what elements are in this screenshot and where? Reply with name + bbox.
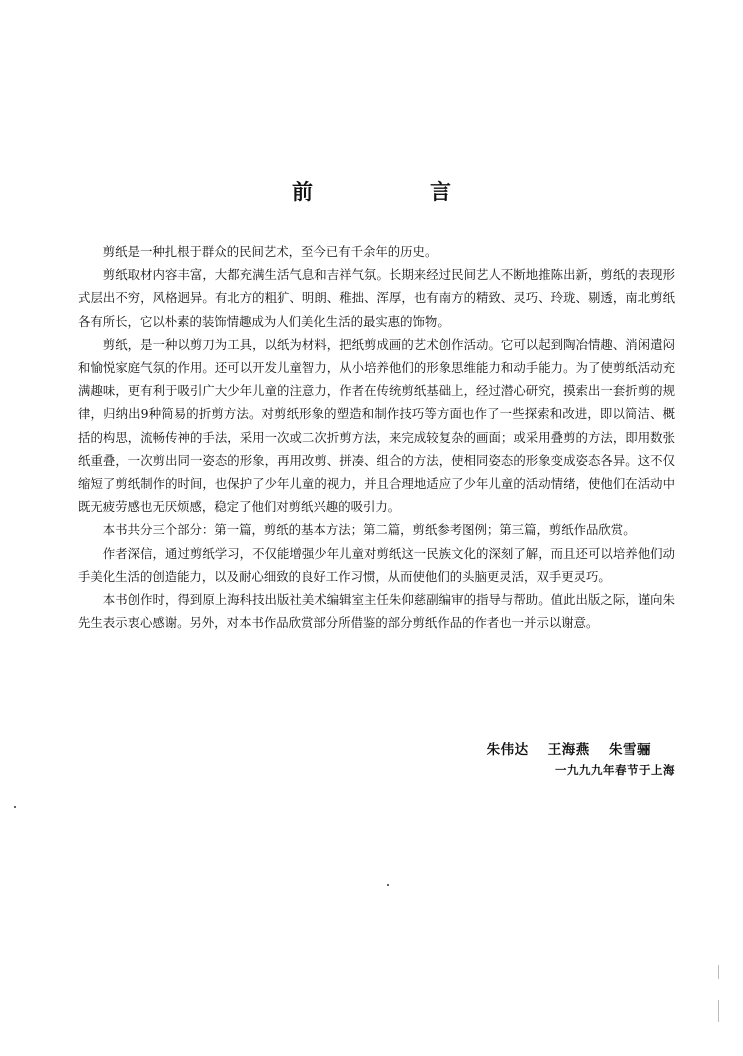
scan-speck <box>387 884 389 886</box>
author-signature <box>473 738 651 758</box>
paragraph-2: 剪纸取材内容丰富，大都充满生活气息和吉祥气氛。长期来经过民间艺人不断地推陈出新，剪纸的表现形式层出不穷，风格迥异。有北方的粗犷、明朗、稚拙、浑厚，也有南方的精致、灵巧、玲珑、剔透，南北剪纸各有所长，它以朴素的装饰情趣成为人们美化生活的最实惠的饰物。 <box>78 267 675 329</box>
paragraph-3: 剪纸，是一种以剪刀为工具，以纸为材料，把纸剪成画的艺术创作活动。它可以起到陶冶情趣、消闲遣闷和愉悦家庭气氛的作用。还可以开发儿童智力，从小培养他们的形象思维能力和动手能力。为了使剪纸活动充满趣味，更有利于吸引广大少年儿童的注意力，作者在传统剪纸基础上，经过潜心研究，摸索出一套折剪的规律，归纳出9种简易的折剪方法。对剪纸形象的塑造和制作技巧等方面也作了一些探索和改进，即以简洁、概括的构思，流畅传神的手法，采用一次或二次折剪方法，来完成较复杂的画面；或采用叠剪的方法，即用数张纸重叠，一次剪出同一姿态的形象，再用改剪、拼凑、组合的方法，使相同姿态的形象变成姿态各异。这不仅缩短了剪纸制作的时间，也保护了少年儿童的视力，并且合理地适应了少年儿童的活动情绪，使他们在活动中既无疲劳感也无厌烦感，稳定了他们对剪纸兴趣的吸引力。 <box>78 336 675 515</box>
author-name: 朱伟达 <box>486 742 529 758</box>
paragraph-6: 本书创作时，得到原上海科技出版社美术编辑室主任朱仰慈副编审的指导与帮助。值此出版之际，谨向朱先生表示衷心感谢。另外，对本书作品欣赏部分所借鉴的部分剪纸作品的作者也一并示以谢意。 <box>78 592 675 631</box>
author-name: 朱雪骊 <box>609 742 651 758</box>
scan-speck <box>14 806 16 808</box>
author-name: 王海燕 <box>547 742 590 758</box>
paragraph-1: 剪纸是一种扎根于群众的民间艺术，至今已有千余年的历史。 <box>102 244 438 259</box>
preface-date: 一九九九年春节于上海 <box>555 763 675 777</box>
scan-edge-mark <box>718 1000 719 1022</box>
paragraph-4: 本书共分三个部分：第一篇，剪纸的基本方法；第二篇，剪纸参考图例；第三篇，剪纸作品欣赏。 <box>102 522 636 538</box>
preface-body <box>78 240 675 634</box>
paragraph-5: 作者深信，通过剪纸学习，不仅能增强少年儿童对剪纸这一民族文化的深刻了解，而且还可以培养他们动手美化生活的创造能力，以及耐心细致的良好工作习惯，从而使他们的头脑更灵活，双手更灵巧。 <box>78 545 675 584</box>
scan-edge-mark <box>718 965 719 979</box>
page-title: 前 言 <box>292 179 499 204</box>
